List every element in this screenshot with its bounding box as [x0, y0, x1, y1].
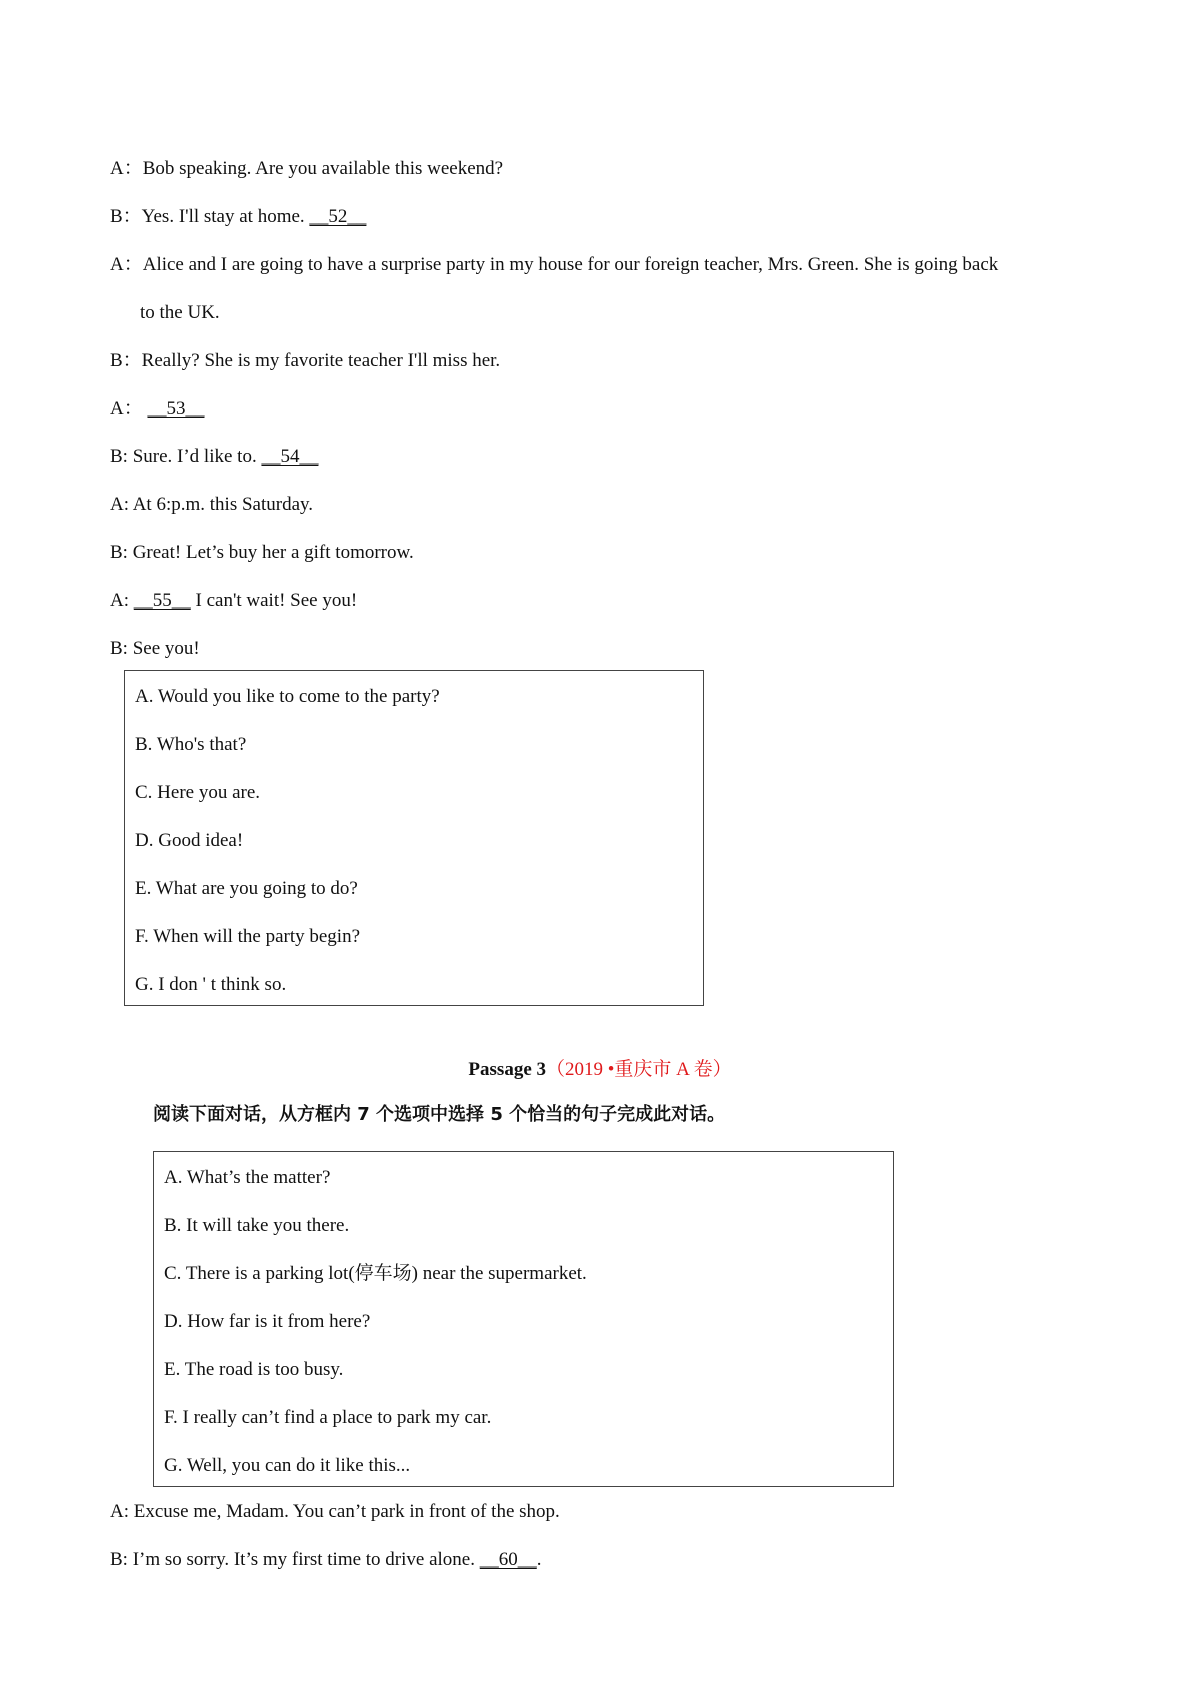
instruction-text: 阅读下面对话，从方框内 7 个选项中选择 5 个恰当的句子完成此对话。 — [153, 1104, 726, 1125]
option-item: C. There is a parking lot(停车场) near the supermarket. — [164, 1263, 587, 1284]
dialog-line: A：Bob speaking. Are you available this weekend? — [110, 158, 504, 179]
option-item: B. Who's that? — [135, 734, 247, 755]
option-item: A. What’s the matter? — [164, 1167, 331, 1188]
option-item: E. What are you going to do? — [135, 878, 358, 899]
dialog-line: A: At 6:p.m. this Saturday. — [110, 494, 314, 515]
dialog-line: A： __53__ — [110, 398, 205, 419]
answer-blank: __60__ — [479, 1549, 537, 1570]
dialog-line: B: I’m so sorry. It’s my first time to drive alone. __60__. — [110, 1549, 542, 1570]
dialog-line: B：Really? She is my favorite teacher I'll miss her. — [110, 350, 501, 371]
dialog-line-continuation: to the UK. — [140, 302, 220, 323]
option-item: D. How far is it from here? — [164, 1311, 371, 1332]
passage-heading: Passage 3（2019 •重庆市 A 卷） — [468, 1059, 732, 1080]
option-item: G. I don ' t think so. — [135, 974, 287, 995]
dialog-line: B: Sure. I’d like to. __54__ — [110, 446, 319, 467]
option-item: C. Here you are. — [135, 782, 261, 803]
answer-blank: __54__ — [261, 446, 319, 467]
options-box-2 — [153, 1151, 894, 1487]
option-item: D. Good idea! — [135, 830, 244, 851]
passage-source: （2019 •重庆市 A 卷） — [546, 1059, 732, 1080]
dialog-line: A: __55__ I can't wait! See you! — [110, 590, 358, 611]
option-item: F. I really can’t find a place to park my car. — [164, 1407, 492, 1428]
answer-blank: __53__ — [147, 398, 205, 419]
dialog-line: B: Great! Let’s buy her a gift tomorrow. — [110, 542, 414, 563]
dialog-line: A：Alice and I are going to have a surprise party in my house for our foreign teacher, Mrs. Green. She is going back — [110, 254, 999, 275]
dialog-line: A: Excuse me, Madam. You can’t park in front of the shop. — [110, 1501, 560, 1522]
answer-blank: __52__ — [309, 206, 367, 227]
dialog-line: B：Yes. I'll stay at home. __52__ — [110, 206, 367, 227]
option-item: E. The road is too busy. — [164, 1359, 344, 1380]
option-item: G. Well, you can do it like this... — [164, 1455, 411, 1476]
option-item: A. Would you like to come to the party? — [135, 686, 440, 707]
option-item: B. It will take you there. — [164, 1215, 350, 1236]
option-item: F. When will the party begin? — [135, 926, 361, 947]
options-box-1 — [124, 670, 704, 1006]
dialog-line: B: See you! — [110, 638, 200, 659]
answer-blank: __55__ — [133, 590, 191, 611]
